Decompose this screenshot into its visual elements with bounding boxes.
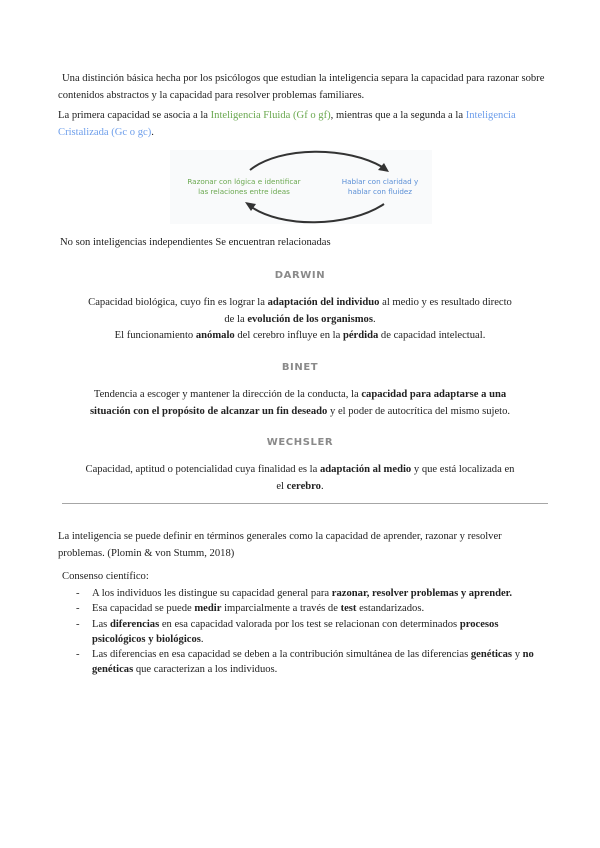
binet-heading: BINET [281,362,319,373]
wechsler-definition: Capacidad, aptitud o potencialidad cuya finalidad es la adaptación al medio y que está localizada en el cerebro. [85,464,515,492]
list-item: - Esa capacidad se puede medir imparcialmente a través de test estandarizados. [76,603,425,615]
wechsler-heading: WECHSLER [266,437,334,448]
crystallized-intelligence-label: Hablar con claridad y hablar con fluidez [341,177,419,196]
related-note: No son inteligencias independientes Se encuentran relacionadas [60,237,331,248]
list-item: - Las diferencias en esa capacidad valorada por los test se relacionan con determinados procesos psicológicos y biológicos. [76,618,499,645]
intro-paragraph: Una distinción básica hecha por los psicólogos que estudian la inteligencia separa la capacidad para razonar sobre contenidos abstractos y la capacidad para resolver problemas familiares. [58,73,545,101]
consensus-title: Consenso científico: [62,571,149,582]
darwin-heading: DARWIN [274,270,326,281]
intelligence-types-paragraph: La primera capacidad se asocia a la Inteligencia Fluida (Gf o gf), mientras que a la segunda a la Inteligencia Cristalizada (Gc o gc). [58,110,516,138]
crystallized-intelligence-term: Inteligencia Cristalizada (Gc o gc) [58,110,516,138]
darwin-definition: Capacidad biológica, cuyo fin es lograr la adaptación del individuo al medio y es resultado directo de la evolución de los organismos. El funcionamiento anómalo del cerebro influye en la pérdida de capacidad intelectual. [88,297,512,341]
list-item: - Las diferencias en esa capacidad se deben a la contribución simultánea de las diferencias genéticas y no genéticas que caracterizan a los individuos. [76,649,534,676]
fluid-intelligence-term: Inteligencia Fluida (Gf o gf) [210,110,331,121]
binet-definition: Tendencia a escoger y mantener la dirección de la conducta, la capacidad para adaptarse a una situación con el propósito de alcanzar un fin deseado y el poder de autocrítica del mismo sujeto. [89,389,511,417]
consensus-list [62,586,542,678]
fluid-intelligence-label: Razonar con lógica e identificar las relaciones entre ideas [187,177,301,196]
list-item: - A los individuos les distingue su capacidad general para razonar, resolver problemas y aprender. [76,588,513,599]
intelligence-cycle-diagram [170,150,432,224]
definition-paragraph: La inteligencia se puede definir en términos generales como la capacidad de aprender, razonar y resolver problemas. (Plomin & von Stumm, 2018) [58,531,502,559]
section-divider [62,503,548,504]
